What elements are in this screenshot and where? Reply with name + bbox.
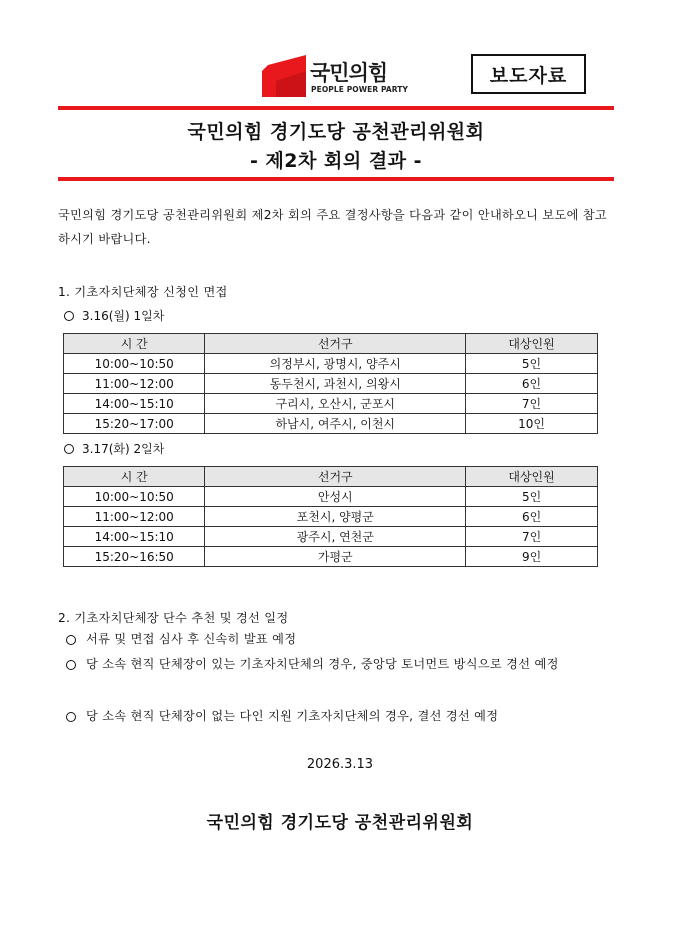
list-item [66,652,606,677]
district-cell: 동두천시, 과천시, 의왕시 [205,374,466,394]
day1-schedule-table [63,333,598,434]
list-item-text: 서류 및 면접 심사 후 신속히 발표 예정 [86,632,297,646]
day1-label [64,307,164,324]
table-row [64,527,598,547]
count-cell: 6인 [466,374,598,394]
list-item [66,627,606,652]
table-row [64,374,598,394]
section2-heading: 2. 기초자치단체장 단수 추천 및 경선 일정 [58,611,289,625]
time-cell: 11:00~12:00 [64,507,205,527]
count-cell: 10인 [466,414,598,434]
col-header-district: 선거구 [205,334,466,354]
district-cell: 하남시, 여주시, 이천시 [205,414,466,434]
circle-bullet-icon [66,660,76,670]
time-cell: 15:20~17:00 [64,414,205,434]
table-row [64,354,598,374]
time-cell: 11:00~12:00 [64,374,205,394]
col-header-count: 대상인원 [466,467,598,487]
top-divider [58,106,614,110]
district-cell: 안성시 [205,487,466,507]
count-cell: 6인 [466,507,598,527]
district-cell: 의정부시, 광명시, 양주시 [205,354,466,374]
time-cell: 14:00~15:10 [64,394,205,414]
bottom-divider [58,177,614,181]
district-cell: 포천시, 양평군 [205,507,466,527]
time-cell: 15:20~16:50 [64,547,205,567]
circle-bullet-icon [64,311,74,321]
table-row [64,394,598,414]
time-cell: 14:00~15:10 [64,527,205,547]
release-date: 2026.3.13 [306,757,374,772]
list-item-text: 당 소속 현직 단체장이 있는 기초자치단체의 경우, 중앙당 토너먼트 방식으로 경선 예정 [86,657,559,671]
col-header-count: 대상인원 [466,334,598,354]
day2-label [64,440,164,457]
day2-schedule-table [63,466,598,567]
logo-english-text: PEOPLE POWER PARTY [311,85,409,94]
list-item [66,704,606,729]
press-release-label: 보도자료 [471,54,586,94]
day2-label-text: 3.17(화) 2일차 [82,442,165,456]
count-cell: 5인 [466,354,598,374]
page-subtitle: - 제2차 회의 결과 - [249,150,423,172]
count-cell: 7인 [466,527,598,547]
count-cell: 9인 [466,547,598,567]
time-cell: 10:00~10:50 [64,354,205,374]
party-logo [262,55,412,97]
col-header-time: 시 간 [64,334,205,354]
district-cell: 광주시, 연천군 [205,527,466,547]
circle-bullet-icon [64,444,74,454]
district-cell: 가평군 [205,547,466,567]
party-logo-mark-icon [262,55,306,97]
table-row [64,414,598,434]
section1-heading: 1. 기초자치단체장 신청인 면접 [58,285,228,299]
list-item-text: 당 소속 현직 단체장이 없는 다인 지원 기초자치단체의 경우, 결선 경선 예정 [86,709,499,723]
footer-issuer: 국민의힘 경기도당 공천관리위원회 [206,813,474,833]
table-row [64,547,598,567]
col-header-time: 시 간 [64,467,205,487]
circle-bullet-icon [66,712,76,722]
page-title: 국민의힘 경기도당 공천관리위원회 [187,121,485,143]
table-row [64,487,598,507]
logo-korean-text: 국민의힘 [310,61,388,85]
table-header-row [64,334,598,354]
day1-label-text: 3.16(월) 1일차 [82,309,165,323]
table-header-row [64,467,598,487]
time-cell: 10:00~10:50 [64,487,205,507]
count-cell: 5인 [466,487,598,507]
table-row [64,507,598,527]
district-cell: 구리시, 오산시, 군포시 [205,394,466,414]
count-cell: 7인 [466,394,598,414]
col-header-district: 선거구 [205,467,466,487]
circle-bullet-icon [66,635,76,645]
intro-paragraph: 국민의힘 경기도당 공천관리위원회 제2차 회의 주요 결정사항을 다음과 같이 안내하오니 보도에 참고하시기 바랍니다. [58,208,607,246]
